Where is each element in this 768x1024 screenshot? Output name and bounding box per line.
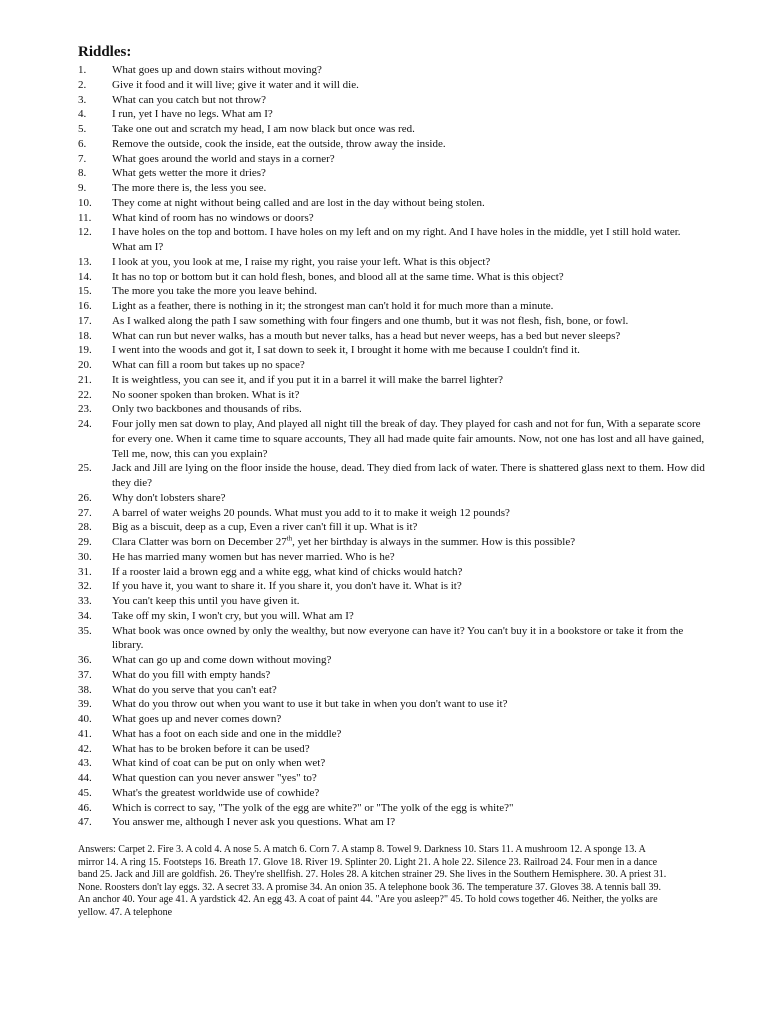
riddle-text: What has to be broken before it can be used? (112, 742, 310, 755)
riddle-text: What can go up and come down without moving? (112, 654, 332, 666)
riddle-text: Take off my skin, I won't cry, but you will. What am I? (112, 609, 354, 622)
riddle-item (78, 196, 706, 211)
riddle-text: If you have it, you want to share it. If you share it, you don't have it. What is it? (112, 580, 462, 593)
riddle-item (78, 358, 706, 373)
riddle-text: Big as a biscuit, deep as a cup, Even a river can't fill it up. What is it? (112, 521, 418, 534)
riddle-text: The more you take the more you leave behind. (112, 285, 317, 298)
riddle-item (78, 225, 706, 255)
riddle-number: 16. (78, 300, 92, 312)
riddle-text: Give it food and it will live; give it water and it will die. (112, 78, 359, 91)
riddle-number: 23. (78, 403, 92, 416)
riddle-text: What kind of coat can be put on only when wet? (112, 757, 326, 770)
riddle-text: What can run but never walks, has a mouth but never talks, has a head but never weeps, has a bed but never sleeps? (112, 329, 621, 342)
riddle-number: 28. (78, 521, 92, 534)
riddle-text: What do you throw out when you want to use it but take in when you don't want to use it? (112, 698, 508, 711)
riddle-item (78, 78, 706, 93)
riddle-text: What gets wetter the more it dries? (112, 167, 266, 180)
riddle-text: Jack and Jill are lying on the floor inside the house, dead. They died from lack of water. There is shattered glass next to them. How did they die? (112, 462, 705, 489)
riddle-number: 3. (78, 93, 87, 106)
riddle-number: 13. (78, 255, 92, 268)
riddle-text: Remove the outside, cook the inside, eat the outside, throw away the inside. (112, 137, 446, 150)
riddle-item (78, 152, 706, 167)
riddle-number: 45. (78, 786, 92, 799)
riddle-text-part: , yet her birthday is always in the summer. How is this possible? (292, 536, 576, 548)
page-title: Riddles: (78, 44, 132, 60)
riddle-number: 12. (78, 226, 92, 239)
riddle-item (78, 270, 706, 285)
riddle-item (78, 742, 706, 757)
riddle-item (78, 181, 706, 196)
riddle-item (78, 565, 706, 580)
riddle-number: 44. (78, 772, 92, 784)
riddle-number: 29. (78, 536, 92, 548)
riddle-text: They come at night without being called and are lost in the day without being stolen. (112, 196, 485, 209)
riddle-item (78, 93, 706, 108)
riddle-item (78, 166, 706, 181)
riddle-item (78, 609, 706, 624)
riddle-number: 39. (78, 698, 92, 711)
riddle-item (78, 506, 706, 521)
riddle-text: What goes around the world and stays in a corner? (112, 152, 335, 165)
riddle-number: 10. (78, 196, 92, 209)
riddle-text: What goes up and down stairs without moving? (112, 64, 322, 76)
riddle-number: 5. (78, 123, 87, 135)
riddle-number: 40. (78, 713, 92, 725)
riddle-text: No sooner spoken than broken. What is it? (112, 388, 300, 401)
riddle-item (78, 771, 706, 786)
riddle-item (78, 373, 706, 388)
riddle-item (78, 417, 706, 461)
riddle-number: 17. (78, 314, 92, 327)
riddle-item (78, 624, 706, 654)
riddle-number: 36. (78, 654, 92, 666)
riddle-text: What's the greatest worldwide use of cowhide? (112, 786, 320, 799)
riddle-item (78, 668, 706, 683)
riddle-item (78, 712, 706, 727)
riddle-item (78, 815, 706, 830)
riddle-number: 1. (78, 64, 87, 76)
riddle-text: I went into the woods and got it, I sat down to seek it, I brought it home with me because I couldn't find it. (112, 344, 580, 357)
riddle-number: 6. (78, 137, 87, 150)
riddle-item (78, 107, 706, 122)
riddle-item (78, 284, 706, 299)
riddle-number: 4. (78, 108, 87, 121)
riddle-number: 25. (78, 462, 92, 475)
riddle-number: 47. (78, 816, 92, 829)
riddle-text: What do you fill with empty hands? (112, 668, 271, 681)
riddle-text: Why don't lobsters share? (112, 491, 226, 504)
riddle-number: 11. (78, 211, 92, 224)
riddle-item (78, 63, 706, 78)
riddle-text: What do you serve that you can't eat? (112, 683, 277, 696)
riddle-item (78, 211, 706, 226)
riddle-text: What can fill a room but takes up no space? (112, 359, 305, 371)
answers-paragraph: Answers: Carpet 2. Fire 3. A cold 4. A nose 5. A match 6. Corn 7. A stamp 8. Towel 9. Darkness 10. Stars 11. A mushroom 12. A sponge 13. A mirror 14. A ring 15. Footsteps 16. Breath 17. Glove 18. River 19. Splinter 20. Light 21. A hole 22. Silence 23. Railroad 24. Four men in a dance band 25. Jack and Jill are goldfish. 26. They're shellfish. 27. Holes 28. A kitchen strainer 29. She lives in the Southern Hemisphere. 30. A priest 31. None. Roosters don't lay eggs. 32. A secret 33. A promise 34. An onion 35. A telephone book 36. The temperature 37. Gloves 38. A tennis ball 39. An anchor 40. Your age 41. A yardstick 42. An egg 43. A coat of paint 44. "Are you asleep?" 45. To hold cows together 46. Neither, the yolks are yellow. 47. A telephone (78, 844, 667, 918)
riddle-number: 19. (78, 344, 92, 357)
riddle-number: 15. (78, 285, 92, 298)
riddle-item (78, 402, 706, 417)
riddle-text: Which is correct to say, "The yolk of the egg are white?" or "The yolk of the egg is white?" (112, 801, 514, 814)
riddle-item (78, 579, 706, 594)
riddle-number: 32. (78, 580, 92, 593)
riddle-text: Light as a feather, there is nothing in it; the strongest man can't hold it for much more than a minute. (112, 300, 554, 312)
riddle-number: 21. (78, 373, 92, 386)
riddle-number: 24. (78, 418, 92, 430)
riddle-number: 34. (78, 609, 92, 622)
riddle-number: 26. (78, 491, 92, 504)
riddle-item (78, 727, 706, 742)
riddle-item (78, 314, 706, 329)
riddle-number: 14. (78, 270, 92, 283)
riddle-text: The more there is, the less you see. (112, 182, 267, 194)
riddle-text: If a rooster laid a brown egg and a white egg, what kind of chicks would hatch? (112, 565, 463, 578)
ordinal-superscript: th (286, 534, 293, 543)
riddle-number: 33. (78, 595, 92, 607)
riddle-number: 41. (78, 727, 92, 740)
riddle-text: Only two backbones and thousands of ribs. (112, 403, 302, 416)
riddle-text: Take one out and scratch my head, I am now black but once was red. (112, 123, 415, 135)
riddle-number: 35. (78, 624, 92, 637)
riddle-number: 43. (78, 757, 92, 770)
riddle-number: 46. (78, 801, 92, 814)
riddle-item (78, 343, 706, 358)
riddle-text (112, 535, 706, 550)
riddle-number: 18. (78, 329, 92, 342)
riddle-item (78, 697, 706, 712)
riddle-text: A barrel of water weighs 20 pounds. What must you add to it to make it weigh 12 pounds? (112, 506, 510, 519)
riddle-text: What can you catch but not throw? (112, 93, 266, 106)
riddle-item (78, 756, 706, 771)
riddle-number: 22. (78, 388, 92, 401)
riddle-item (78, 683, 706, 698)
riddle-number: 42. (78, 742, 92, 755)
riddle-item (78, 491, 706, 506)
riddle-number: 2. (78, 78, 87, 91)
riddle-text: It is weightless, you can see it, and if you put it in a barrel it will make the barrel lighter? (112, 373, 503, 386)
riddle-number: 7. (78, 152, 87, 165)
riddle-number: 30. (78, 550, 92, 563)
riddle-text: It has no top or bottom but it can hold flesh, bones, and blood all at the same time. What is this object? (112, 270, 564, 283)
riddle-text: What question can you never answer "yes" to? (112, 772, 317, 784)
riddle-text: I have holes on the top and bottom. I have holes on my left and on my right. And I have holes in the middle, yet I still hold water. What am I? (112, 226, 681, 253)
riddle-text: What has a foot on each side and one in the middle? (112, 727, 342, 740)
riddle-item (78, 535, 706, 550)
riddle-text: What goes up and never comes down? (112, 713, 282, 725)
riddle-number: 38. (78, 683, 92, 696)
riddle-text: Four jolly men sat down to play, And played all night till the break of day. They played for cash and not for fun, With a separate score for every one. When it came time to square accounts, They all had made quite fair amounts. Now, not one has lost and all have gained, Tell me, now, this can you explain? (112, 418, 705, 460)
riddle-item (78, 299, 706, 314)
riddle-text: You can't keep this until you have given it. (112, 595, 300, 607)
riddle-text: As I walked along the path I saw something with four fingers and one thumb, but it was not flesh, fish, bone, or fowl. (112, 314, 629, 327)
riddle-number: 20. (78, 359, 92, 371)
riddle-item (78, 520, 706, 535)
riddle-text-part: Clara Clatter was born on December 27 (112, 536, 287, 548)
riddle-text: He has married many women but has never married. Who is he? (112, 550, 395, 563)
riddle-item (78, 137, 706, 152)
riddle-number: 27. (78, 506, 92, 519)
riddle-list (78, 63, 706, 830)
riddle-item (78, 329, 706, 344)
riddle-item (78, 550, 706, 565)
riddle-item (78, 653, 706, 668)
riddle-text: What book was once owned by only the wealthy, but now everyone can have it? You can't buy it in a bookstore or take it from the library. (112, 624, 684, 652)
riddle-item (78, 255, 706, 270)
riddle-number: 37. (78, 668, 92, 681)
riddle-item (78, 594, 706, 609)
riddle-item (78, 786, 706, 801)
riddle-text: I look at you, you look at me, I raise my right, you raise your left. What is this object? (112, 255, 491, 268)
riddle-number: 8. (78, 167, 87, 180)
riddle-text: I run, yet I have no legs. What am I? (112, 108, 273, 121)
riddle-item (78, 388, 706, 403)
document-page (78, 44, 706, 920)
riddle-item (78, 801, 706, 816)
riddle-text: What kind of room has no windows or doors? (112, 211, 314, 224)
riddle-text: You answer me, although I never ask you questions. What am I? (112, 816, 396, 829)
riddle-item (78, 461, 706, 491)
riddle-number: 9. (78, 182, 87, 194)
riddle-number: 31. (78, 565, 92, 578)
riddle-item (78, 122, 706, 137)
